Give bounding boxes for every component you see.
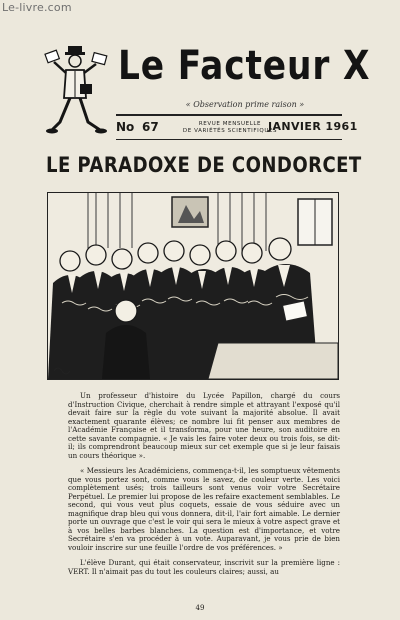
article-paragraph-2: « Messieurs les Académiciens, commença-t-il, les somptueux vêtements que vous portez sont, comme vous le savez, de couleur verte. Les voici complètement usés; trois tailleurs sont venus voir votre Secrétaire Perpétuel. Le premier lui propose de les refaire exactement semblables. Le second, qui vous veut plus coquets, essaie de vous séduire avec un magnifique drap bleu qui vous donnera, dit-il, l'air fort aimable. Le dernier porte un ouvrage que c'est le voir qui sera le mieux à votre aspect grave et à vos belles barbes blanches. La question est d'importance, et votre Secrétaire s'en va procéder à un vote. Auparavant, je vous prie de bien vouloir inscrire sur une feuille l'ordre de vos préférences. » bbox=[68, 466, 340, 552]
article-title: LE PARADOXE DE CONDORCET bbox=[46, 153, 362, 177]
page-number: 49 bbox=[195, 604, 205, 612]
magazine-motto: « Observation prime raison » bbox=[185, 100, 305, 109]
issue-date: JANVIER 1961 bbox=[268, 120, 358, 133]
issue-label: No bbox=[116, 120, 135, 134]
article-paragraph-3: L'élève Durant, qui était conservateur, inscrivit sur la première ligne : VERT. Il n'aimait pas du tout les couleurs claires; aussi, au bbox=[68, 558, 340, 576]
academicians-cartoon-illustration bbox=[47, 192, 339, 380]
article-paragraph-1: Un professeur d'histoire du Lycée Papillon, chargé du cours d'Instruction Civique, cherchait à rendre simple et attrayant l'exposé qu'il devait faire sur la règle du vote suivant la majorité absolue. Il avait exactement quarante élèves; ce nombre lui fit penser aux membres de l'Académie Française et il transforma, pour une heure, son auditoire en cette savante compagnie. « Je vais les faire voter deux ou trois fois, se dit-il; ils comprendront beaucoup mieux sur cet exemple que si je leur faisais un cours théorique ». bbox=[68, 391, 340, 460]
masthead-rule-bottom bbox=[116, 139, 342, 140]
magazine-description bbox=[180, 121, 280, 134]
description-line-2: DE VARIÉTÉS SCIENTIFIQUES bbox=[182, 127, 278, 134]
postman-mascot-icon bbox=[44, 40, 110, 140]
magazine-title: Le Facteur X bbox=[118, 43, 371, 89]
issue-info-row bbox=[116, 118, 358, 138]
description-line-1: REVUE MENSUELLE bbox=[198, 121, 262, 127]
masthead-rule-top bbox=[116, 114, 342, 116]
article-body bbox=[68, 392, 340, 583]
watermark: Le-livre.com bbox=[2, 1, 72, 14]
issue-number: 67 bbox=[142, 120, 159, 134]
